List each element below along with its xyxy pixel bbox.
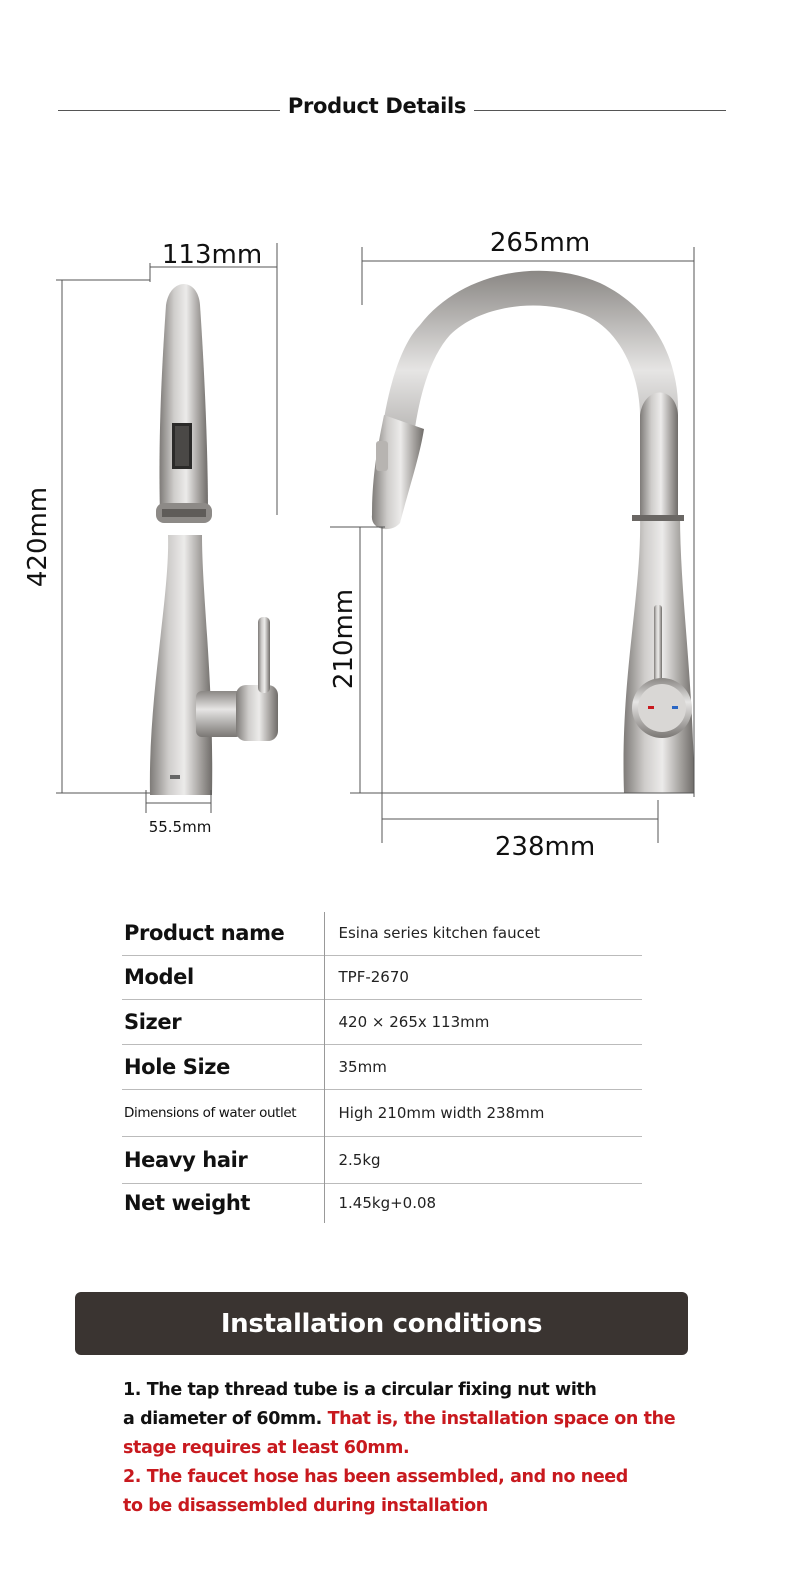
table-row [122, 1136, 642, 1183]
spec-label: Sizer [122, 999, 324, 1044]
header-divider-left [58, 110, 280, 111]
installation-text-red: That is, the installation space on the stage requires at least 60mm. [123, 1409, 676, 1458]
installation-line: to be disassembled during installation [123, 1496, 488, 1516]
side-width-label: 113mm [161, 240, 263, 270]
spec-value: 420 × 265x 113mm [338, 1012, 490, 1031]
spec-label: Product name [122, 912, 324, 955]
installation-title: Installation conditions [220, 1308, 543, 1339]
installation-line: 1. The tap thread tube is a circular fixing nut with [123, 1380, 597, 1400]
installation-line: 2. The faucet hose has been assembled, and no need [123, 1467, 628, 1487]
page-title: Product Details [287, 94, 467, 118]
spec-label: Net weight [122, 1183, 324, 1223]
front-view-faucet [372, 271, 694, 793]
outlet-reach-label: 238mm [494, 832, 596, 862]
table-row [122, 1183, 642, 1223]
table-row [122, 955, 642, 999]
spec-value: High 210mm width 238mm [338, 1103, 545, 1122]
table-row [122, 1089, 642, 1136]
spec-value: Esina series kitchen faucet [338, 924, 540, 943]
spec-label: Dimensions of water outlet [122, 1089, 324, 1136]
side-height-label: 420mm [23, 486, 53, 588]
spec-label: Heavy hair [122, 1136, 324, 1183]
spec-label: Hole Size [122, 1044, 324, 1089]
dimension-drawing [0, 215, 790, 875]
table-row [122, 912, 642, 955]
header-divider-right [474, 110, 726, 111]
spec-label: Model [122, 955, 324, 999]
spec-value: 2.5kg [338, 1150, 381, 1169]
side-view-faucet [150, 284, 278, 795]
spec-value: 1.45kg+0.08 [338, 1194, 437, 1213]
installation-line [123, 1405, 683, 1463]
faucet-drawing-svg [0, 215, 790, 875]
spec-value: TPF-2670 [338, 968, 409, 986]
table-row [122, 999, 642, 1044]
base-width-label: 55.5mm [148, 818, 212, 836]
outlet-height-label: 210mm [329, 588, 359, 690]
section-header [0, 88, 790, 128]
installation-banner [75, 1292, 688, 1355]
installation-text-black: a diameter of 60mm. [123, 1409, 322, 1429]
spec-value: 35mm [338, 1057, 387, 1076]
front-width-label: 265mm [489, 228, 591, 258]
spec-table [122, 912, 642, 1223]
installation-notes [123, 1376, 683, 1521]
table-row [122, 1044, 642, 1089]
